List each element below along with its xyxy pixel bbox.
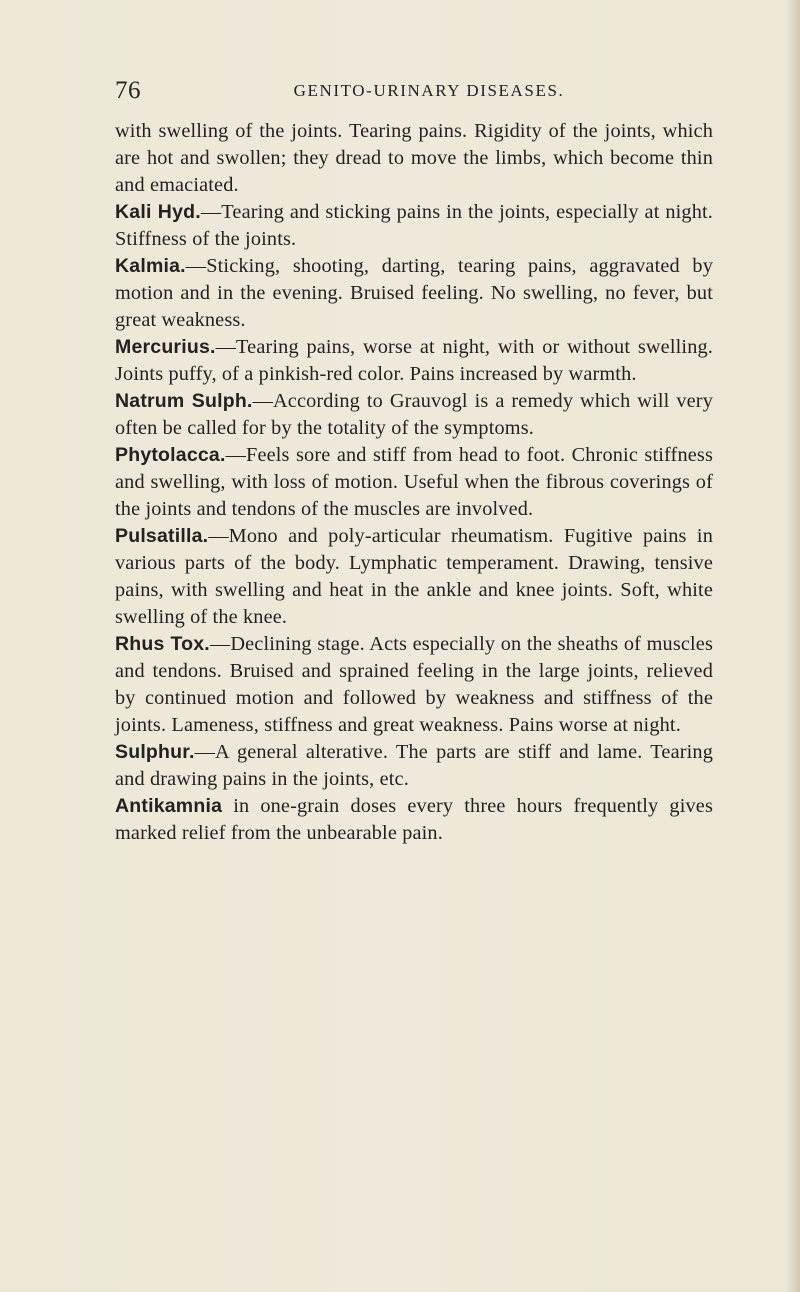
paragraph-antikamnia	[115, 793, 713, 847]
remedy-name: Pulsatilla.	[115, 525, 209, 547]
remedy-name: Kali Hyd.	[115, 201, 201, 223]
paragraph-text: —Feels sore and stiff from head to foot. Chronic stiffness and swelling, with loss of motion. Useful when the fibrous coverings of the joints and tendons of the muscles are involved.	[115, 444, 713, 520]
remedy-name: Rhus Tox.	[115, 633, 210, 655]
paragraph-text: with swelling of the joints. Tearing pains. Rigidity of the joints, which are hot and swollen; they dread to move the limbs, which become thin and emaciated.	[115, 120, 713, 196]
paragraph-mercurius	[115, 334, 713, 388]
paragraph-kali-hyd	[115, 199, 713, 253]
body-text	[115, 118, 713, 847]
remedy-name: Phytolacca.	[115, 444, 226, 466]
remedy-name: Antikamnia	[115, 795, 223, 817]
paragraph-text: —Tearing pains, worse at night, with or without swelling. Joints puffy, of a pinkish-red color. Pains increased by warmth.	[115, 336, 713, 385]
page-number: 76	[115, 77, 141, 104]
running-head: GENITO-URINARY DISEASES.	[293, 81, 565, 100]
paragraph-sulphur	[115, 739, 713, 793]
paragraph-text: —According to Grauvogl is a remedy which will very often be called for by the totality of the symptoms.	[115, 390, 713, 439]
page-edge-shadow	[786, 0, 800, 1292]
paragraph-phytolacca	[115, 442, 713, 523]
paragraph-continuation	[115, 118, 713, 199]
remedy-name: Sulphur.	[115, 741, 195, 763]
paragraph-natrum-sulph	[115, 388, 713, 442]
paragraph-text: —Sticking, shooting, darting, tearing pains, aggravated by motion and in the evening. Bruised feeling. No swelling, no fever, but great weakness.	[115, 255, 713, 331]
paragraph-text: in one-grain doses every three hours frequently gives marked relief from the unbearable pain.	[115, 795, 713, 844]
paragraph-text: —Tearing and sticking pains in the joints, especially at night. Stiffness of the joints.	[115, 201, 713, 250]
paragraph-rhus-tox	[115, 631, 713, 739]
paragraph-text: —Mono and poly-articular rheumatism. Fugitive pains in various parts of the body. Lymphatic temperament. Drawing, tensive pains, with swelling and heat in the ankle and knee joints. Soft, white swelling of the knee.	[115, 525, 713, 628]
paragraph-pulsatilla	[115, 523, 713, 631]
remedy-name: Natrum Sulph.	[115, 390, 253, 412]
remedy-name: Mercurius.	[115, 336, 216, 358]
paragraph-text: —A general alterative. The parts are stiff and lame. Tearing and drawing pains in the joints, etc.	[115, 741, 713, 790]
paragraph-kalmia	[115, 253, 713, 334]
remedy-name: Kalmia.	[115, 255, 186, 277]
page-header	[115, 76, 715, 106]
paragraph-text: —Declining stage. Acts especially on the sheaths of muscles and tendons. Bruised and sprained feeling in the large joints, relieved by continued motion and followed by weakness and stiffness of the joints. Lameness, stiffness and great weakness. Pains worse at night.	[115, 633, 713, 736]
